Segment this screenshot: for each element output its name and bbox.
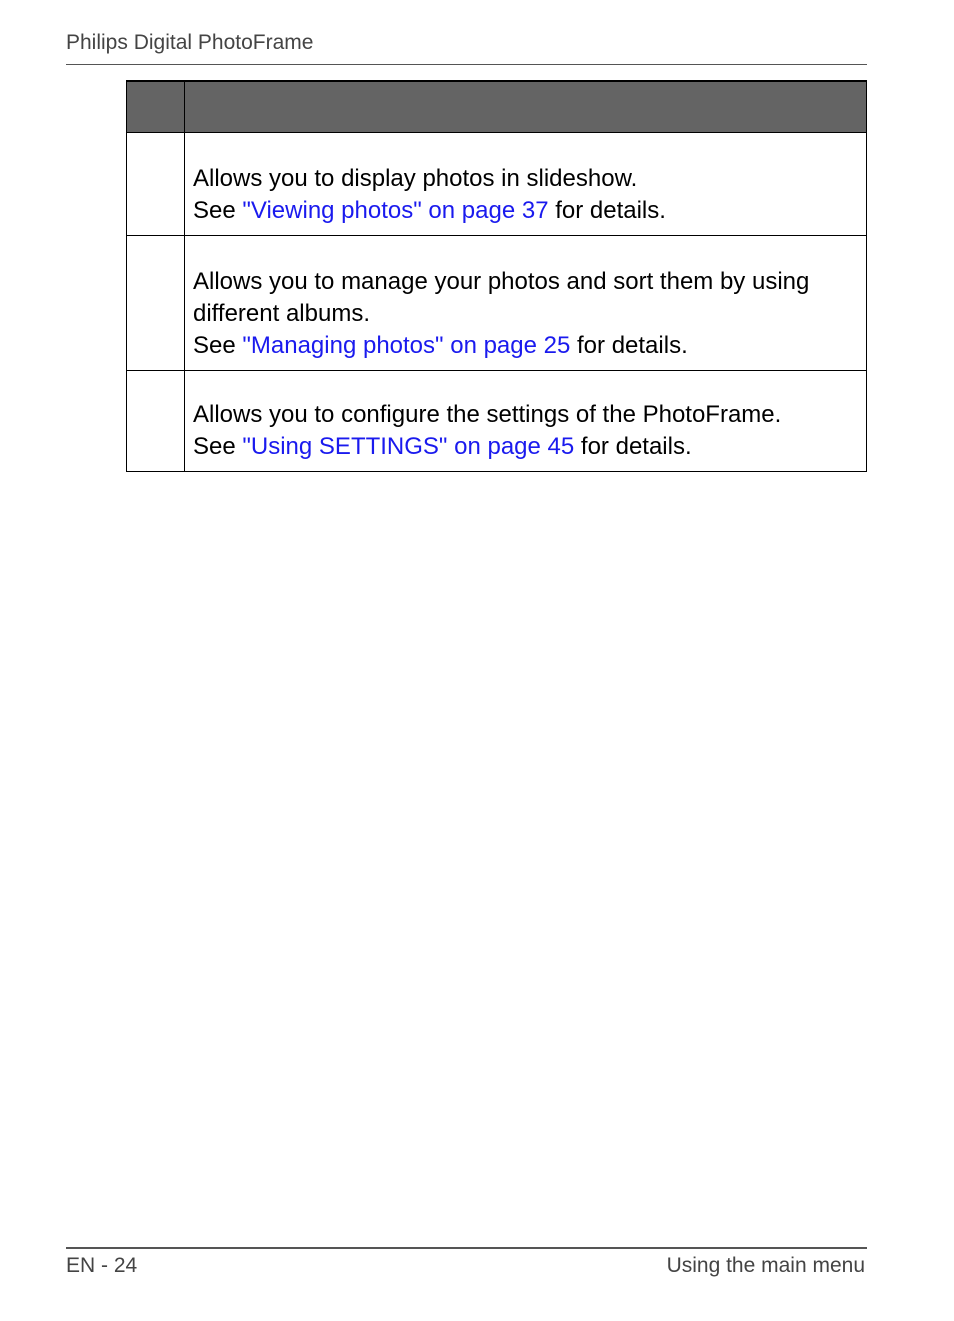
row-description: Allows you to display photos in slideshow. [193,165,638,192]
header-divider [66,64,867,65]
viewing-photos-link[interactable]: "Viewing photos" on page 37 [242,197,549,224]
see-suffix: for details. [574,433,692,460]
section-title: Using the main menu [666,1254,865,1277]
icon-cell [127,133,185,236]
description-cell [185,371,867,472]
table-row [127,236,867,371]
page-number: EN - 24 [66,1254,138,1277]
description-cell [185,236,867,371]
footer-divider [66,1247,867,1249]
using-settings-link[interactable]: "Using SETTINGS" on page 45 [242,433,575,460]
table-header-row [127,81,867,133]
icon-cell [127,236,185,371]
managing-photos-link[interactable]: "Managing photos" on page 25 [242,332,571,359]
row-description: Allows you to configure the settings of the PhotoFrame. [193,401,782,428]
see-prefix: See [193,332,243,359]
table-header-icon-cell [127,81,185,133]
table-row [127,133,867,236]
main-menu-table [126,80,867,472]
table-row [127,371,867,472]
row-description: Allows you to manage your photos and sort them by using different albums. [193,268,810,327]
see-prefix: See [193,197,243,224]
see-suffix: for details. [570,332,688,359]
icon-cell [127,371,185,472]
table-header-description-cell [185,81,867,133]
see-suffix: for details. [548,197,666,224]
description-cell [185,133,867,236]
see-prefix: See [193,433,243,460]
running-header: Philips Digital PhotoFrame [66,31,314,54]
